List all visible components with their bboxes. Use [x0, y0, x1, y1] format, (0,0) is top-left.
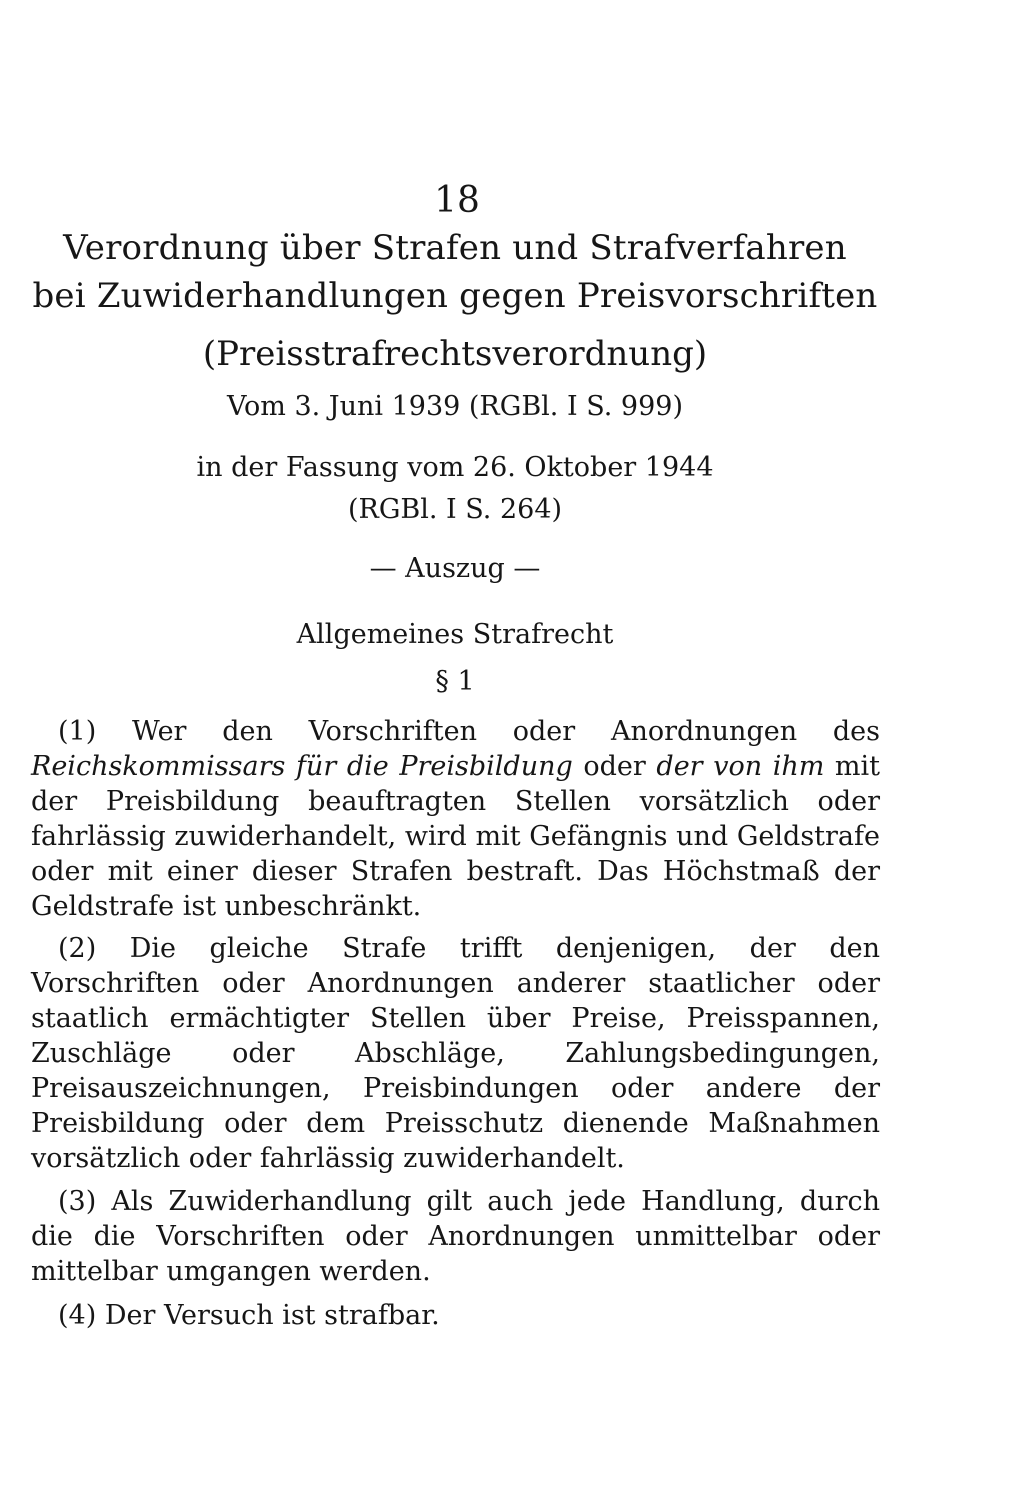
clause-1-prefix: (1) Wer den Vorschriften oder Anordnungen des — [58, 716, 880, 747]
section-heading: Allgemeines Strafrecht — [296, 619, 614, 650]
document-number: 18 — [434, 180, 480, 221]
title-line-2: bei Zuwiderhandlungen gegen Preisvorschriften — [32, 276, 878, 316]
excerpt-label: — Auszug — — [369, 553, 541, 584]
clause-1-italic-authority: Reichskommissars für die Preisbildung — [31, 751, 573, 782]
version-line: in der Fassung vom 26. Oktober 1944 — [196, 452, 714, 483]
clause-3: (3) Als Zuwiderhandlung gilt auch jede Handlung, durch die die Vorschriften oder Anordnungen unmittelbar oder mittelbar umgangen werden. — [31, 1186, 880, 1287]
clause-1-suffix: mit der Preisbildung beauftragten Stellen vorsätzlich oder fahrlässig zuwiderhandelt, wird mit Gefängnis und Geldstrafe oder mit einer dieser Strafen bestraft. Das Höchstmaß der Geldstrafe ist unbeschränkt. — [31, 751, 881, 922]
clause-1 — [31, 714, 880, 924]
short-title: (Preisstrafrechtsverordnung) — [202, 334, 708, 374]
title-line-1: Verordnung über Strafen und Strafverfahren — [63, 228, 847, 268]
clause-1-italic-delegate: der von ihm — [656, 751, 825, 782]
clause-4: (4) Der Versuch ist strafbar. — [58, 1300, 440, 1331]
clause-2: (2) Die gleiche Strafe trifft denjenigen, der den Vorschriften oder Anordnungen anderer staatlicher oder staatlich ermächtigter Stellen über Preise, Preisspannen, Zuschläge oder Abschläge, Zahlungsbedingungen, Preisauszeichnungen, Preisbindungen oder andere der Preisbildung oder dem Preisschutz dienende Maßnahmen vorsätzlich oder fahrlässig zuwiderhandelt. — [31, 933, 880, 1174]
paragraph-sign: § 1 — [435, 666, 475, 697]
clause-1-middle: oder — [572, 751, 657, 782]
date-line: Vom 3. Juni 1939 (RGBl. I S. 999) — [226, 391, 683, 422]
version-reference: (RGBl. I S. 264) — [347, 494, 563, 525]
